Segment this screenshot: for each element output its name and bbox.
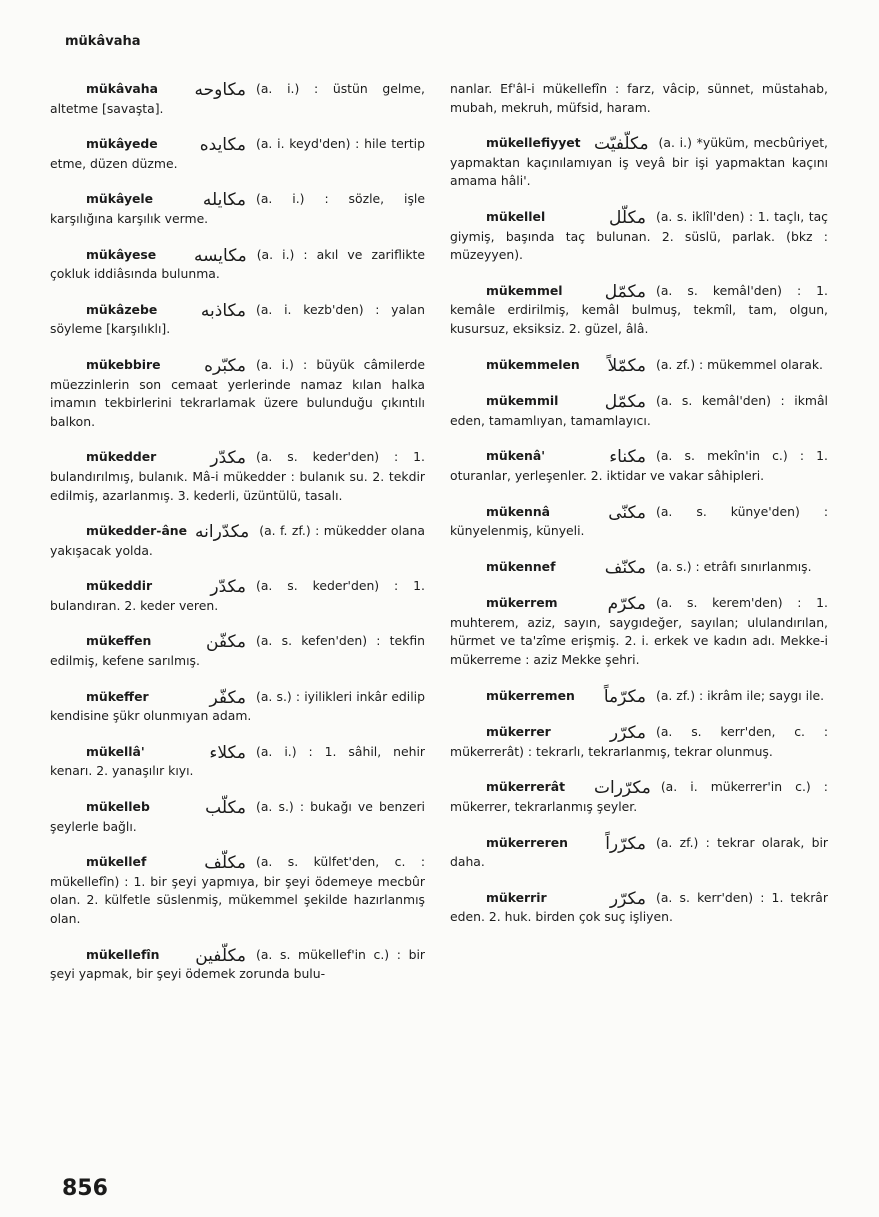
dictionary-entry <box>50 632 425 670</box>
left-column <box>50 80 425 1001</box>
entry-headword: mükemmel <box>486 282 563 298</box>
entry-headword: mükâyele <box>86 191 154 207</box>
entry-arabic-script: مكلّف <box>204 853 246 874</box>
dictionary-entry <box>450 558 828 578</box>
dictionary-entry <box>50 853 425 928</box>
entry-arabic-script: مكاذبه <box>200 300 246 321</box>
entry-headword: mükâvaha <box>86 81 158 96</box>
page-number: 856 <box>62 1176 108 1201</box>
entry-headword: mükedder-âne <box>86 523 188 539</box>
dictionary-entry <box>450 134 828 191</box>
entry-headword: mükâzebe <box>86 301 158 317</box>
entry-headword: mükâyese <box>86 246 157 262</box>
entry-definition: (a. s. külfet'den, c. : mükellefîn) : 1. bir şeyi yapmıya, bir şeyi ödemeye mecbûr olan. 2. külfetle süslenmiş, mükemmel şekilde hazırlanmış olan. <box>50 854 425 926</box>
dictionary-entry <box>450 447 828 485</box>
entry-definition: (a. s. kerem'den) : 1. muhterem, aziz, sayın, saygıdeğer, sayılan; ululandırılan, hürmet ve ta'zîme erişmiş. 2. i. erkek ve kadın adı. Mekke-i mükerreme : aziz Mekke şehri. <box>450 595 828 668</box>
entry-headword: mükerreren <box>486 834 569 850</box>
entry-arabic-script: مكرّرات <box>594 778 651 799</box>
entry-headword: mükeffer <box>86 688 149 704</box>
entry-headword: mükellefiyyet <box>486 135 581 151</box>
entry-headword: mükellâ' <box>86 743 145 759</box>
entry-headword: mükennâ <box>486 503 551 519</box>
entry-arabic-script: مكرّر <box>609 723 646 744</box>
entry-headword: mükellel <box>486 208 546 224</box>
entry-definition: (a. i. kezb'den) : yalan söyleme [karşılıklı]. <box>50 301 425 337</box>
entry-arabic-script: مكايسه <box>194 245 247 266</box>
entry-arabic-script: مكمّل <box>604 392 646 413</box>
dictionary-entry <box>450 594 828 669</box>
entry-arabic-script: مكدّر <box>210 448 246 469</box>
entry-arabic-script: مكرّم <box>607 594 646 615</box>
entry-arabic-script: مكنّف <box>604 557 646 578</box>
entry-definition: (a. s. kerr'den, c. : mükerrerât) : tekrarlı, tekrarlanmış, tekrar olunmuş. <box>450 724 828 759</box>
entry-headword: mükerremen <box>486 687 575 703</box>
entry-definition: (a. s. kemâl'den) : 1. kemâle erdirilmiş, kemâl bulmuş, tekmîl, tam, olgun, kusursuz, eksiksiz. 2. güzel, âlâ. <box>450 282 828 336</box>
entry-arabic-script: مكرّماً <box>603 686 646 707</box>
dictionary-entry <box>50 80 425 118</box>
entry-definition: (a. i.) : 1. sâhil, nehir kenarı. 2. yanaşılır kıyı. <box>50 743 425 779</box>
entry-headword: mükeffen <box>86 633 152 649</box>
entry-headword: mükâyede <box>86 136 158 152</box>
dictionary-entry <box>450 503 828 541</box>
entry-definition: (a. s. keder'den) : 1. bulandırılmış, bulanık. Mâ-i mükedder : bulanık su. 2. tekdir edilmiş, azarlanmış. 3. kederli, üzüntülü, tasalı. <box>50 449 425 503</box>
dictionary-entry <box>50 798 425 836</box>
entry-definition: (a. zf.) : tekrar olarak, bir daha. <box>450 834 828 870</box>
dictionary-entry <box>450 723 828 761</box>
entry-definition: (a. f. zf.) : mükedder olana yakışacak yolda. <box>50 523 425 558</box>
entry-arabic-script: مكناء <box>609 447 646 468</box>
dictionary-entry <box>50 301 425 339</box>
entry-definition: (a. zf.) : mükemmel olarak. <box>656 356 823 372</box>
entry-arabic-script: مكفّن <box>205 632 246 653</box>
entry-headword: mükelleb <box>86 799 150 815</box>
entry-definition: (a. i. keyd'den) : hile tertip etme, düzen düzme. <box>50 136 425 171</box>
continuation-text: nanlar. Ef'âl-i mükellefîn : farz, vâcip, sünnet, müstahab, mubah, mekruh, müfsid, haram. <box>450 81 828 115</box>
dictionary-entry <box>450 208 828 265</box>
entry-headword: mükellef <box>86 854 147 870</box>
entry-definition: (a. s.) : iyilikleri inkâr edilip kendisine şükr olunmıyan adam. <box>50 688 425 724</box>
entry-arabic-script: مكبّره <box>204 355 246 376</box>
right-column <box>450 80 828 944</box>
dictionary-entry <box>450 282 828 339</box>
entry-headword: mükenâ' <box>486 448 546 464</box>
entry-headword: mükerrir <box>486 889 547 905</box>
entry-definition: (a. i.) *yüküm, mecbûriyet, yapmaktan kaçınılamıyan iş veyâ bir işi yapmaktan kaçını amama hâli'. <box>450 135 828 189</box>
dictionary-entry <box>50 246 425 284</box>
entry-arabic-script: مكلّب <box>205 798 246 819</box>
dictionary-entry <box>50 688 425 726</box>
dictionary-entry <box>450 834 828 872</box>
entry-headword: mükemmil <box>486 393 559 409</box>
dictionary-entry <box>50 448 425 505</box>
entry-headword: mükebbire <box>86 356 161 372</box>
entry-definition: (a. s. mükellef'in c.) : bir şeyi yapmak, bir şeyi ödemek zorunda bulu- <box>50 946 425 982</box>
entry-definition: (a. zf.) : ikrâm ile; saygı ile. <box>656 687 825 703</box>
dictionary-entry <box>50 946 425 984</box>
running-head: mükâvaha <box>65 34 141 49</box>
dictionary-entry <box>50 743 425 781</box>
entry-definition: (a. s.) : bukağı ve benzeri şeylerle bağlı. <box>50 799 425 834</box>
entry-arabic-script: مكمّل <box>604 281 646 302</box>
entry-definition: (a. i.) : sözle, işle karşılığına karşılık verme. <box>50 191 425 226</box>
entry-headword: mükerrerât <box>486 779 566 795</box>
entry-arabic-script: مكرّر <box>609 888 646 909</box>
entry-headword: mükerrem <box>486 595 558 611</box>
dictionary-entry <box>50 190 425 228</box>
entry-definition: (a. s. künye'den) : künyelenmiş, künyeli. <box>450 503 828 539</box>
dictionary-entry <box>450 889 828 927</box>
entry-headword: mükennef <box>486 558 556 574</box>
entry-arabic-script: مكدّر <box>210 577 246 598</box>
entry-definition: (a. s. kemâl'den) : ikmâl eden, tamamlıyan, tamamlayıcı. <box>450 393 828 428</box>
dictionary-entry <box>450 356 828 376</box>
entry-arabic-script: مكاوحه <box>194 80 246 100</box>
dictionary-entry <box>450 778 828 816</box>
entry-definition: (a. s. mekîn'in c.) : 1. oturanlar, yerleşenler. 2. iktidar ve vakar sâhipleri. <box>450 448 828 483</box>
entry-arabic-script: مكرّراً <box>605 833 646 854</box>
entry-arabic-script: مكلّل <box>609 207 646 228</box>
entry-headword: mükellefîn <box>86 946 160 962</box>
entry-headword: mükerrer <box>486 724 551 740</box>
entry-definition: (a. i.) : üstün gelme, altetme [savaşta]. <box>50 81 425 116</box>
entry-arabic-script: مكنّى <box>608 502 646 523</box>
entry-arabic-script: مكمّلاً <box>607 355 646 376</box>
entry-definition: (a. s. iklîl'den) : 1. taçlı, taç giymiş, başında taç bulunan. 2. süslü, parlak. (bkz : müzeyyen). <box>450 208 828 263</box>
dictionary-entry <box>450 687 828 707</box>
entry-headword: mükedder <box>86 449 157 465</box>
dictionary-entry <box>450 392 828 430</box>
entry-headword: mükeddir <box>86 578 153 594</box>
entry-definition: (a. s. kerr'den) : 1. tekrâr eden. 2. huk. birden çok suç işliyen. <box>450 889 828 925</box>
entry-headword: mükemmelen <box>486 356 580 372</box>
entry-definition: (a. i. mükerrer'in c.) : mükerrer, tekrarlanmış şeyler. <box>450 779 828 815</box>
entry-arabic-script: مكلّفين <box>195 945 246 966</box>
entry-definition: (a. s.) : etrâfı sınırlanmış. <box>656 558 812 574</box>
entry-definition: (a. s. kefen'den) : tekfin edilmiş, kefene sarılmış. <box>50 633 425 669</box>
entry-arabic-script: مكلّفيّت <box>594 134 649 155</box>
entry-definition: (a. i.) : büyük câmilerde müezzinlerin son cemaat yerlerinde namaz kılan halka imamın tekbirlerini tekrarlamak üzere bulunduğu çıkıntılı balkon. <box>50 356 425 429</box>
entry-arabic-script: مكايله <box>202 190 246 211</box>
dictionary-entry <box>50 577 425 615</box>
entry-definition: (a. i.) : akıl ve zariflikte çokluk iddiâsında bulunma. <box>50 246 425 282</box>
entry-arabic-script: مكفّر <box>209 687 246 708</box>
entry-arabic-script: مكايده <box>199 135 246 156</box>
dictionary-entry <box>50 356 425 431</box>
dictionary-entry <box>50 135 425 173</box>
entry-arabic-script: مكلاء <box>209 742 246 763</box>
entry-definition: (a. s. keder'den) : 1. bulandıran. 2. keder veren. <box>50 578 425 613</box>
dictionary-entry <box>50 522 425 560</box>
entry-arabic-script: مكدّرانه <box>195 522 250 543</box>
